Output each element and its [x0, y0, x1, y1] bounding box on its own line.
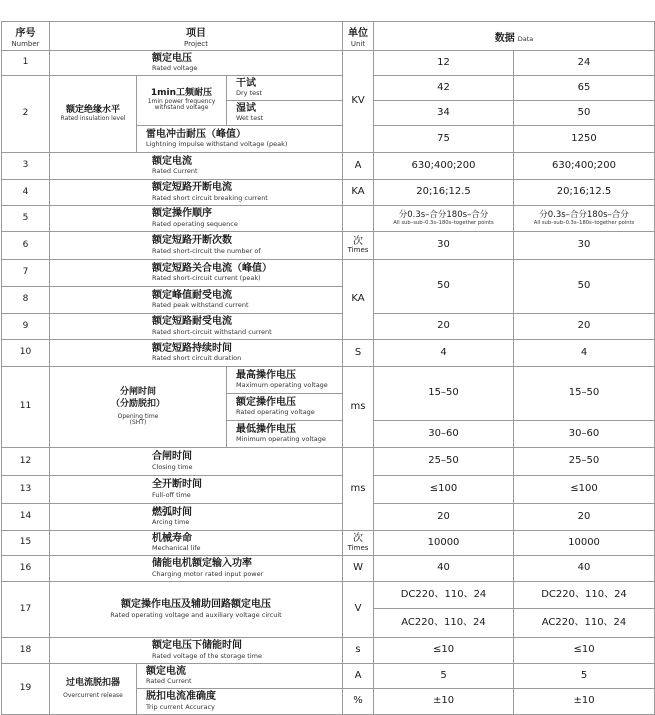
subgroup-zh: 1min工频耐压	[150, 88, 213, 99]
value-cell: 20	[374, 504, 514, 531]
param-label	[50, 476, 343, 504]
param-label	[50, 260, 343, 287]
value-cell: ≤100	[374, 476, 514, 504]
param-zh: 额定电流	[146, 665, 186, 677]
value-cell: ≤10	[514, 638, 655, 664]
param-zh: 额定电流	[152, 155, 192, 167]
table-row	[2, 638, 655, 664]
value-cell: 30–60	[374, 421, 514, 448]
table-row	[2, 314, 655, 340]
header-project-zh: 项目	[186, 28, 206, 40]
header-number	[2, 22, 50, 51]
table-row	[2, 76, 655, 101]
value-cell: 30	[374, 232, 514, 260]
param-en: Rated Current	[152, 167, 198, 176]
row-number: 3	[2, 153, 50, 180]
group-en: Opening time	[117, 412, 159, 420]
table-row	[2, 180, 655, 206]
table-row	[2, 340, 655, 367]
group-en: Overcurrent release	[63, 692, 123, 700]
unit-cell: W	[343, 556, 374, 582]
value-cell: 12	[374, 51, 514, 76]
value-cell: ≤10	[374, 638, 514, 664]
header-data-en: Data	[517, 34, 534, 43]
param-en: Rated peak withstand current	[152, 301, 249, 310]
unit-cell: KV	[343, 51, 374, 153]
unit-cell	[343, 232, 374, 260]
param-zh: 最低操作电压	[236, 423, 296, 435]
param-zh: 湿试	[236, 102, 256, 114]
value-cell: 15–50	[514, 367, 655, 421]
value-cell: ±10	[514, 689, 655, 715]
param-zh: 额定操作电压及辅助回路额定电压	[121, 599, 271, 611]
table-row	[2, 260, 655, 287]
value-cell: 5	[374, 664, 514, 689]
row-number: 4	[2, 180, 50, 206]
value-cell	[374, 206, 514, 232]
param-en: Full-off time	[152, 490, 191, 499]
value-cell: 40	[374, 556, 514, 582]
group-en: Rated insulation level	[60, 114, 126, 122]
row-number: 13	[2, 476, 50, 504]
param-zh: 雷电冲击耐压（峰值）	[146, 128, 246, 140]
unit-cell: KA	[343, 180, 374, 206]
row-number: 2	[2, 76, 50, 153]
unit-cell: s	[343, 638, 374, 664]
value-cell: 65	[514, 76, 655, 101]
param-en: Rated short-circuit current (peak)	[152, 274, 261, 283]
param-zh: 脱扣电流准确度	[146, 691, 216, 703]
param-label	[50, 206, 343, 232]
value-cell: 25–50	[514, 448, 655, 476]
group-label	[50, 367, 227, 448]
header-number-zh: 序号	[15, 28, 36, 40]
param-en: Rated operating voltage	[236, 408, 315, 417]
param-zh: 额定操作电压	[236, 396, 296, 408]
row-number: 19	[2, 664, 50, 715]
row-number: 15	[2, 531, 50, 556]
value-cell: ≤100	[514, 476, 655, 504]
unit-cell	[343, 206, 374, 232]
unit-cell: A	[343, 664, 374, 689]
param-label	[227, 421, 343, 448]
table-row	[2, 51, 655, 76]
table-row	[2, 504, 655, 531]
unit-zh: 次	[353, 235, 364, 247]
param-label	[227, 101, 343, 126]
value-cell: 630;400;200	[514, 153, 655, 180]
table-row	[2, 556, 655, 582]
param-label	[50, 556, 343, 582]
param-label	[137, 126, 343, 153]
param-en: Rated Current	[146, 677, 192, 686]
param-label	[227, 394, 343, 421]
table-row	[2, 367, 655, 394]
header-number-en: Number	[11, 40, 40, 49]
row-number: 14	[2, 504, 50, 531]
value-cell: 1250	[514, 126, 655, 153]
value-cell: 50	[514, 260, 655, 314]
row-number: 16	[2, 556, 50, 582]
value-cell: DC220、110、24	[374, 582, 514, 609]
sequence-en: All sub–sub–0.3s–180s–together points	[393, 219, 494, 226]
value-cell: 30–60	[514, 421, 655, 448]
param-zh: 干试	[236, 77, 256, 89]
header-unit-en: Unit	[350, 40, 366, 49]
value-cell: 20;16;12.5	[374, 180, 514, 206]
param-label	[50, 153, 343, 180]
value-cell: 20	[514, 504, 655, 531]
param-zh: 额定短路开断次数	[152, 235, 232, 247]
unit-cell: V	[343, 582, 374, 638]
table-row	[2, 206, 655, 232]
subgroup-en: 1min power frequency withstand voltage	[147, 97, 216, 112]
group-label	[50, 76, 137, 153]
value-cell: 10000	[514, 531, 655, 556]
param-label	[137, 689, 343, 715]
value-cell: DC220、110、24	[514, 582, 655, 609]
value-cell: 15–50	[374, 367, 514, 421]
parameters-table	[1, 21, 655, 715]
value-cell: 30	[514, 232, 655, 260]
param-zh: 机械寿命	[152, 532, 192, 544]
value-cell: 24	[514, 51, 655, 76]
unit-cell	[343, 531, 374, 556]
sequence-text: 分0.3s–合分180s–合分	[539, 209, 629, 220]
value-cell	[514, 206, 655, 232]
unit-cell: A	[343, 153, 374, 180]
param-zh: 合闸时间	[152, 451, 192, 463]
row-number: 5	[2, 206, 50, 232]
table-row	[2, 153, 655, 180]
value-cell: 4	[374, 340, 514, 367]
param-zh: 额定电压下储能时间	[152, 640, 242, 652]
param-label	[50, 340, 343, 367]
value-cell: 10000	[374, 531, 514, 556]
param-label	[50, 287, 343, 314]
param-label	[50, 531, 343, 556]
param-zh: 储能电机额定输入功率	[152, 558, 252, 570]
param-label	[50, 232, 343, 260]
row-number: 1	[2, 51, 50, 76]
group-zh: 过电流脱扣器	[65, 677, 120, 688]
param-zh: 额定电压	[152, 52, 192, 64]
param-en: Rated operating sequence	[152, 219, 238, 228]
param-en: Minimum operating voltage	[236, 435, 326, 444]
header-data	[374, 22, 655, 51]
param-en: Rated short-circuit withstand current	[152, 327, 272, 336]
param-label	[50, 504, 343, 531]
param-en: Rated operating voltage and auxiliary voltage circuit	[110, 610, 282, 619]
header-project	[50, 22, 343, 51]
value-cell: AC220、110、24	[514, 609, 655, 638]
param-en: Dry test	[236, 89, 263, 98]
unit-cell: %	[343, 689, 374, 715]
param-label	[50, 314, 343, 340]
row-number: 6	[2, 232, 50, 260]
param-en: Wet test	[236, 114, 264, 123]
param-label	[50, 582, 343, 638]
row-number: 17	[2, 582, 50, 638]
param-label	[50, 180, 343, 206]
param-zh: 额定短路持续时间	[152, 342, 232, 354]
value-cell: 20	[514, 314, 655, 340]
param-en: Rated short-circuit the number of	[152, 246, 261, 255]
unit-cell: ms	[343, 367, 374, 448]
row-number: 11	[2, 367, 50, 448]
param-zh: 全开断时间	[152, 479, 202, 491]
value-cell: 50	[514, 101, 655, 126]
group-zh: 额定绝缘水平	[65, 105, 120, 116]
table-row	[2, 664, 655, 689]
table-row	[2, 448, 655, 476]
param-en: Maximum operating voltage	[236, 381, 328, 390]
unit-en: Times	[347, 246, 369, 255]
param-label	[50, 638, 343, 664]
group-en: (SHT)	[129, 418, 147, 426]
value-cell: 42	[374, 76, 514, 101]
value-cell: ±10	[374, 689, 514, 715]
row-number: 12	[2, 448, 50, 476]
value-cell: 25–50	[374, 448, 514, 476]
param-en: Mechanical life	[152, 544, 201, 553]
value-cell: 34	[374, 101, 514, 126]
param-en: Rated voltage	[152, 64, 198, 73]
param-zh: 最高操作电压	[236, 369, 296, 381]
param-en: Rated short circuit breaking current	[152, 193, 268, 202]
param-en: Arcing time	[152, 518, 190, 527]
header-row	[2, 22, 655, 51]
param-label	[137, 664, 343, 689]
table-row	[2, 582, 655, 609]
param-zh: 额定操作顺序	[152, 208, 212, 220]
table-row	[2, 531, 655, 556]
sequence-text: 分0.3s–合分180s–合分	[398, 209, 489, 220]
row-number: 18	[2, 638, 50, 664]
value-cell: 20	[374, 314, 514, 340]
value-cell: 50	[374, 260, 514, 314]
unit-cell: S	[343, 340, 374, 367]
param-label	[50, 51, 343, 76]
param-zh: 额定短路耐受电流	[152, 316, 232, 328]
value-cell: 75	[374, 126, 514, 153]
param-en: Lightning impulse withstand voltage (peak)	[146, 140, 288, 149]
group-zh: 分闸时间	[119, 386, 156, 397]
header-project-en: Project	[184, 40, 208, 49]
table-row	[2, 232, 655, 260]
unit-en: Times	[347, 543, 369, 552]
unit-zh: 次	[353, 533, 364, 545]
param-zh: 额定短路开断电流	[152, 182, 232, 194]
param-en: Rated voltage of the storage time	[152, 651, 262, 660]
param-zh: 额定短路关合电流（峰值）	[152, 262, 272, 274]
group-label	[50, 664, 137, 715]
row-number: 10	[2, 340, 50, 367]
row-number: 8	[2, 287, 50, 314]
value-cell: 40	[514, 556, 655, 582]
unit-cell: KA	[343, 260, 374, 340]
value-cell: 4	[514, 340, 655, 367]
param-label	[50, 448, 343, 476]
table-row	[2, 476, 655, 504]
value-cell: 20;16;12.5	[514, 180, 655, 206]
value-cell: 5	[514, 664, 655, 689]
row-number: 9	[2, 314, 50, 340]
header-data-zh: 数据	[494, 32, 515, 44]
header-unit-zh: 单位	[348, 28, 369, 40]
group-zh: （分励脱扣）	[110, 399, 165, 410]
row-number: 7	[2, 260, 50, 287]
param-en: Closing time	[152, 462, 193, 471]
param-en: Rated short circuit duration	[152, 354, 242, 363]
param-zh: 燃弧时间	[152, 506, 192, 518]
param-label	[227, 76, 343, 101]
param-label	[227, 367, 343, 394]
value-cell: AC220、110、24	[374, 609, 514, 638]
sequence-en: All sub–sub–0.3s–180s–together points	[533, 219, 635, 226]
subgroup-label	[137, 76, 227, 126]
value-cell: 630;400;200	[374, 153, 514, 180]
param-en: Trip current Accuracy	[146, 702, 215, 711]
param-en: Charging motor rated input power	[152, 569, 264, 578]
header-unit	[343, 22, 374, 51]
param-zh: 额定峰值耐受电流	[152, 289, 232, 301]
unit-cell: ms	[343, 448, 374, 531]
